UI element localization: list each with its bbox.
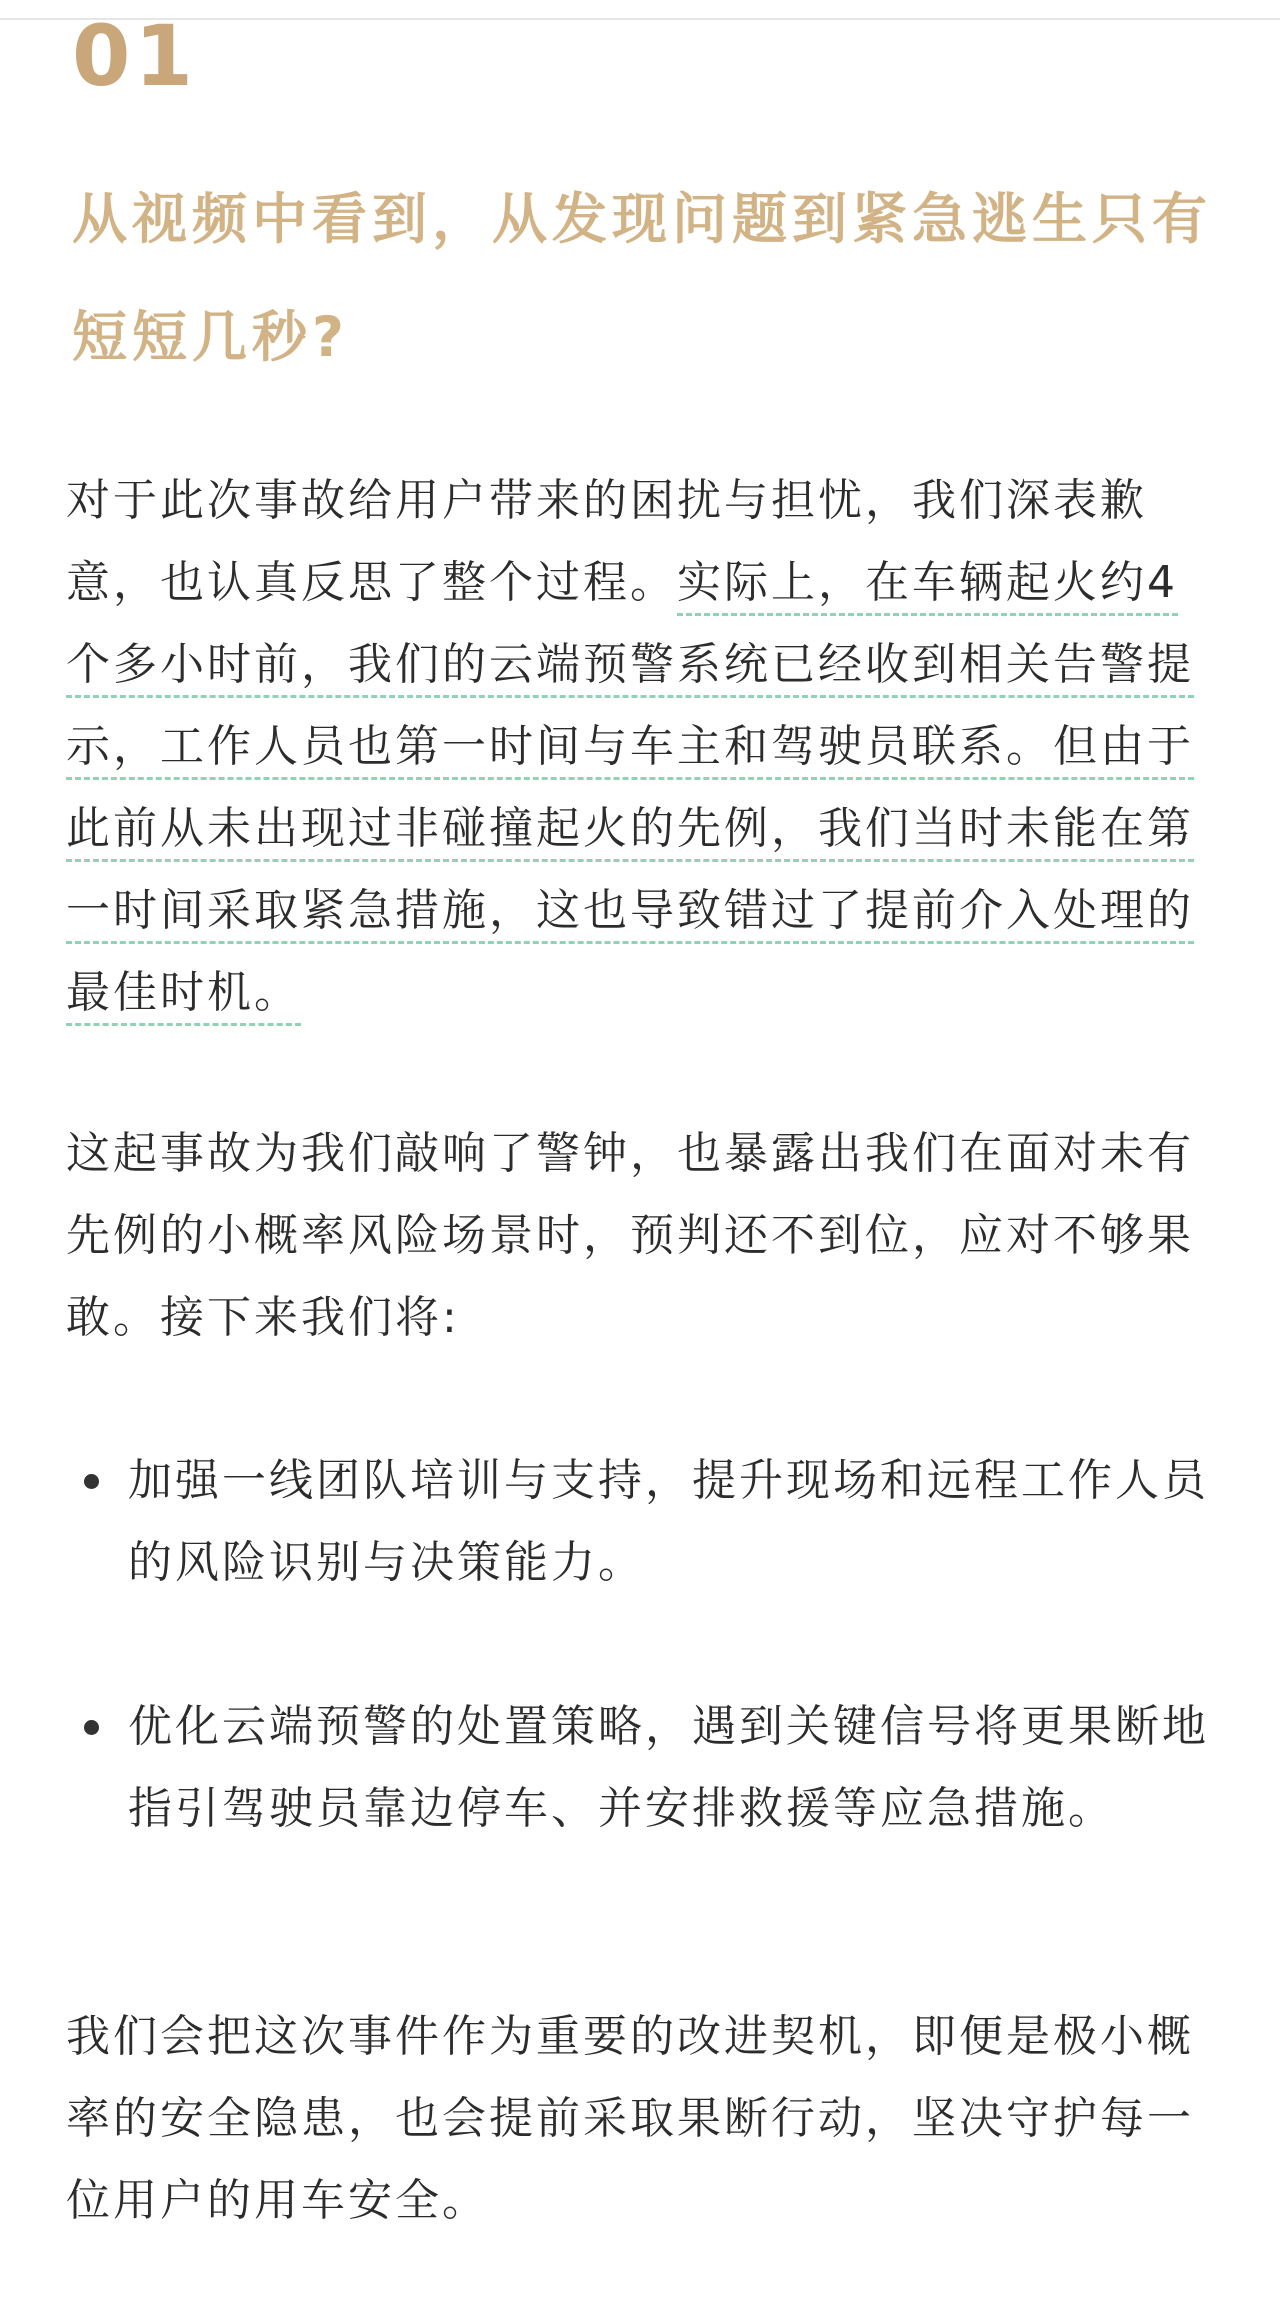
section-number: 01 bbox=[72, 7, 197, 105]
paragraph-apology-text: 对于此次事故给用户带来的困扰与担忧，我们深表歉意，也认真反思了整个过程。 bbox=[66, 475, 1147, 608]
list-item-text: 加强一线团队培训与支持，提升现场和远程工作人员的风险识别与决策能力。 bbox=[128, 1455, 1209, 1588]
section-title: 从视频中看到，从发现问题到紧急逃生只有短短几秒? bbox=[72, 187, 1213, 369]
paragraph-commitment: 我们会把这次事件作为重要的改进契机，即便是极小概率的安全隐患，也会提前采取果断行动，坚决守护每一位用户的用车安全。 bbox=[66, 2011, 1194, 2226]
bullet-dot-icon bbox=[84, 1474, 99, 1489]
list-item bbox=[66, 1440, 1222, 1604]
paragraph-lesson: 这起事故为我们敲响了警钟，也暴露出我们在面对未有先例的小概率风险场景时，预判还不到位，应对不够果敢。接下来我们将: bbox=[66, 1128, 1194, 1343]
action-list-item-2 bbox=[66, 1686, 1222, 1850]
list-item bbox=[66, 1686, 1222, 1850]
highlighted-explanation: 实际上，在车辆起火约4个多小时前，我们的云端预警系统已经收到相关告警提示，工作人员也第一时间与车主和驾驶员联系。但由于此前从未出现过非碰撞起火的先例，我们当时未能在第一时间采取紧急措施，这也导致错过了提前介入处理的最佳时机。 bbox=[66, 557, 1194, 1018]
action-list-item-1 bbox=[66, 1440, 1222, 1604]
bullet-dot-icon bbox=[84, 1720, 99, 1735]
list-item-text: 优化云端预警的处置策略，遇到关键信号将更果断地指引驾驶员靠边停车、并安排救援等应急措施。 bbox=[128, 1701, 1209, 1834]
paragraph-apology bbox=[66, 460, 1222, 1034]
